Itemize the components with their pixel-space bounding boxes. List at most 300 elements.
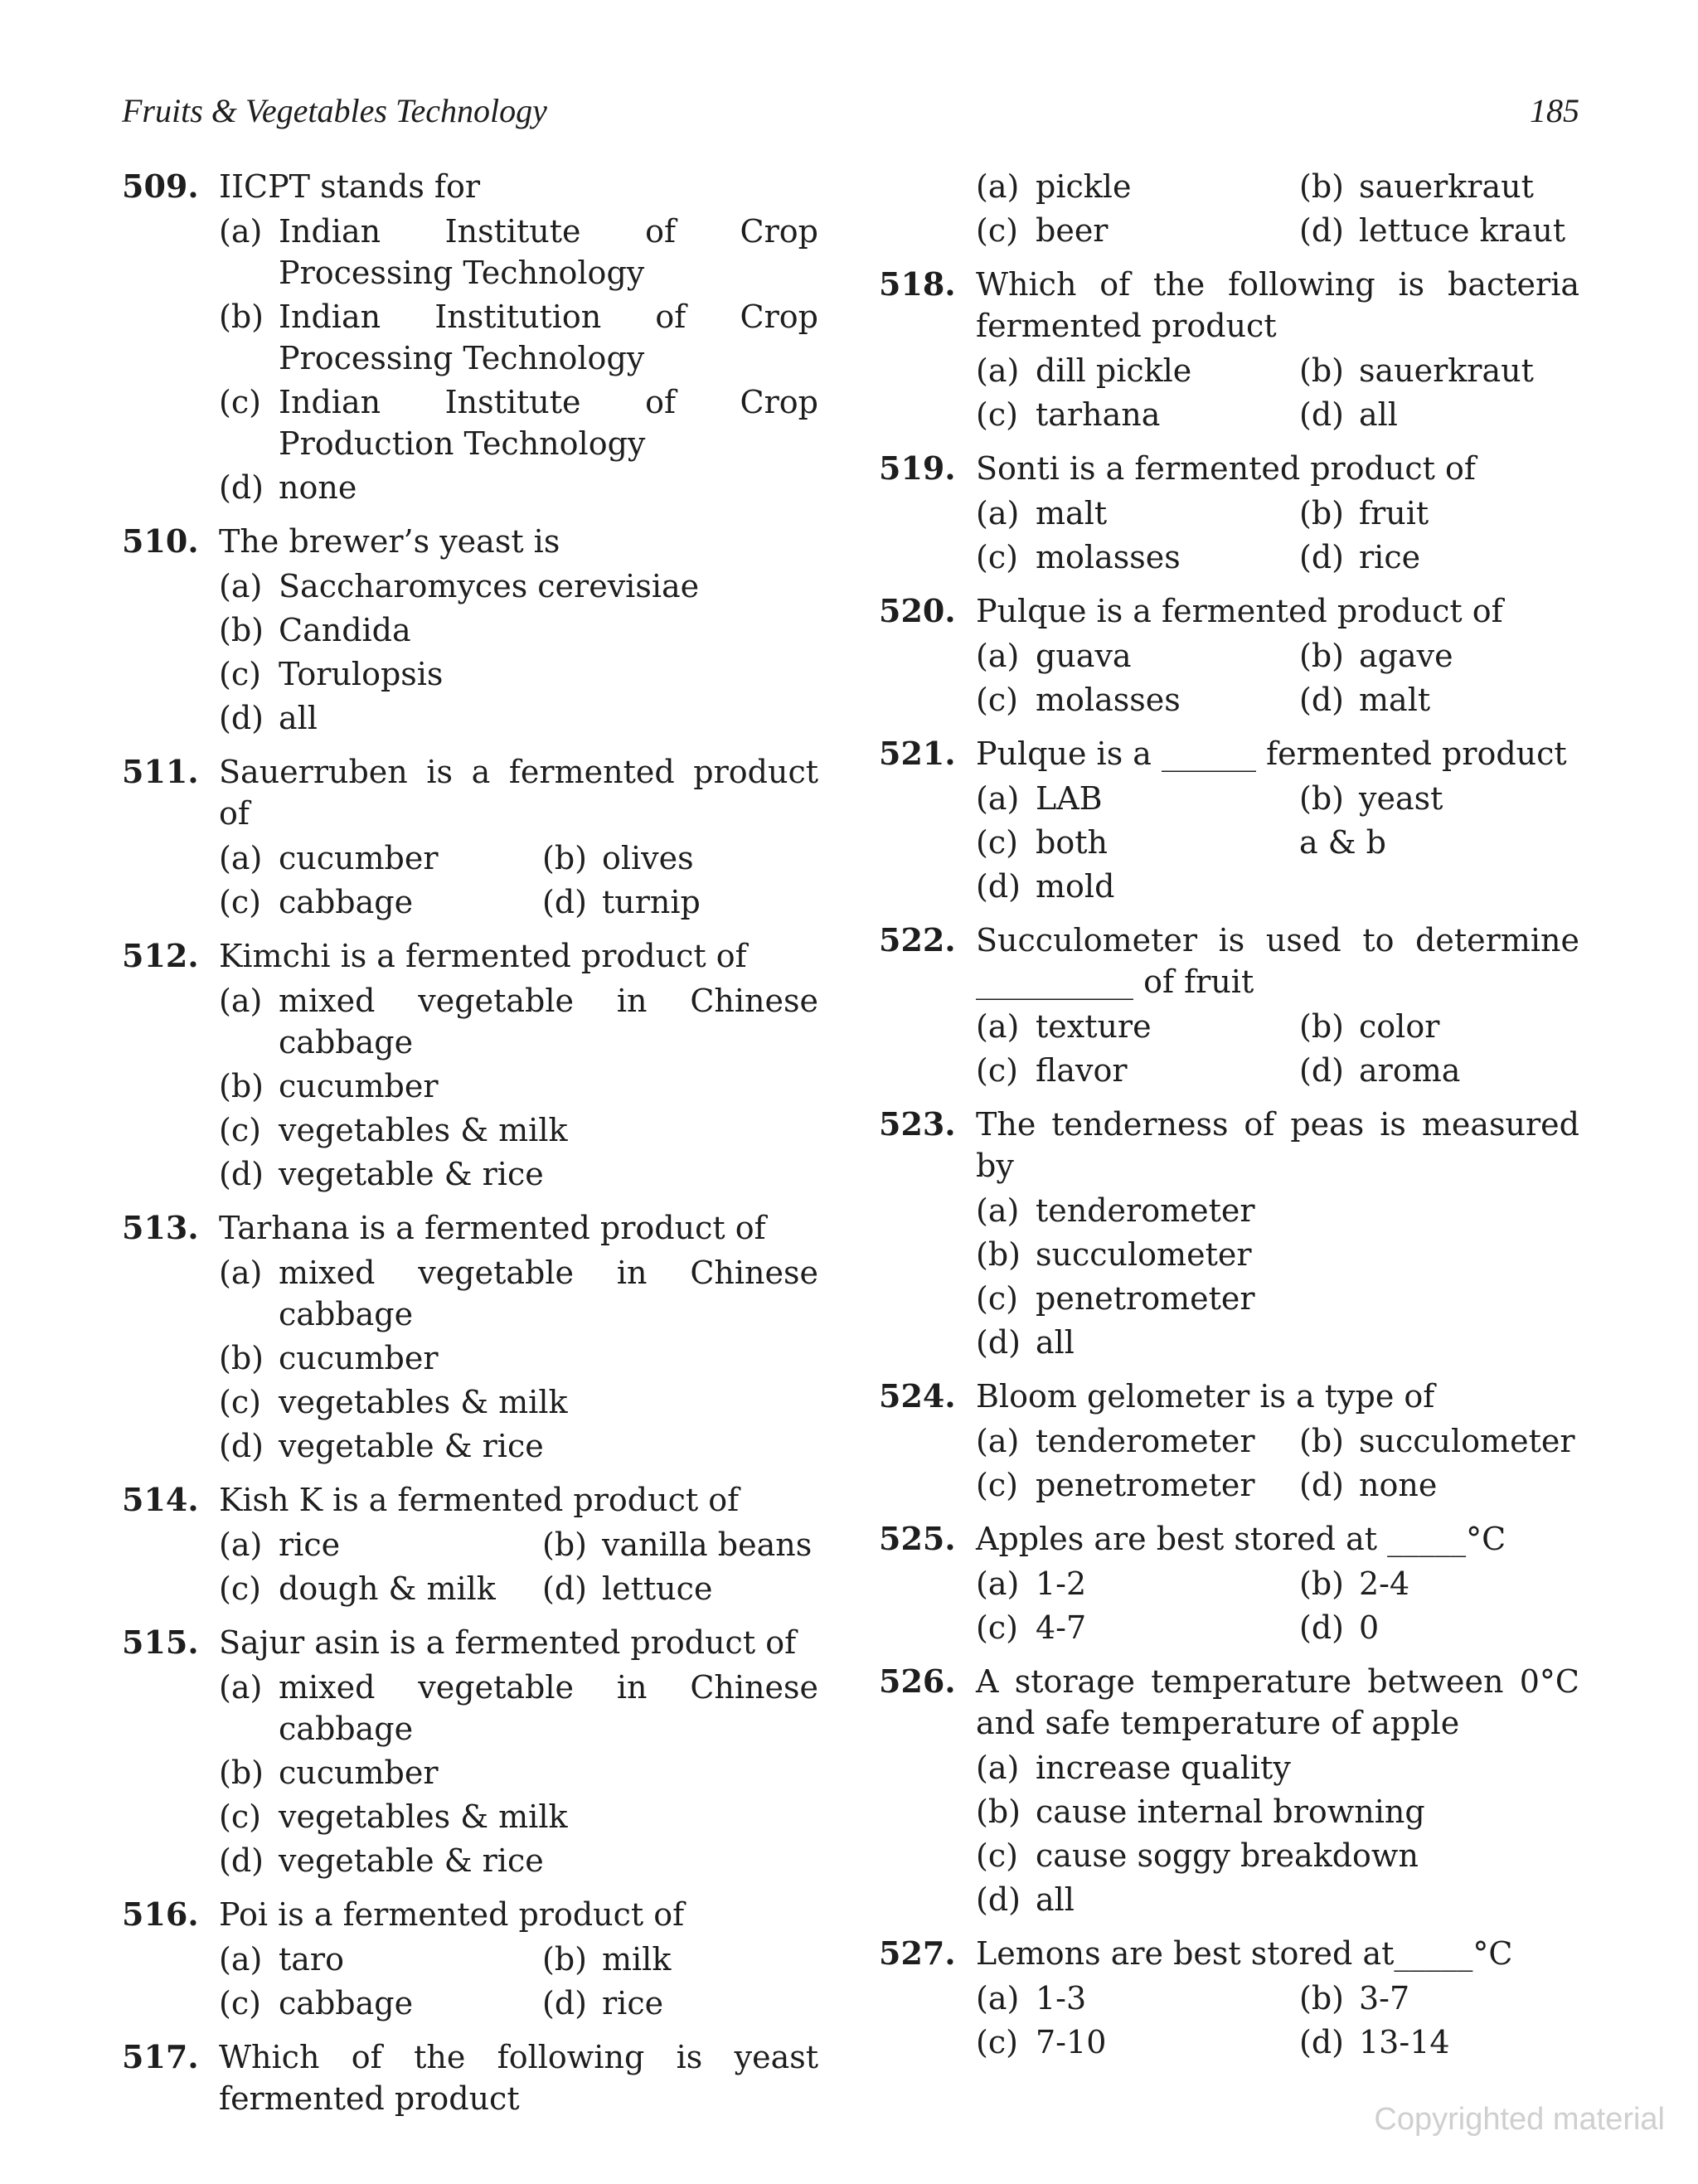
question-511 (122, 751, 829, 925)
option-text: turnip (602, 884, 701, 920)
option-text: vegetable & rice (279, 1156, 544, 1192)
question-continued (879, 166, 1579, 254)
option-text: beer (1036, 212, 1109, 249)
question-text: IICPT stands for (219, 168, 481, 205)
option-text: all (279, 700, 318, 736)
option-label: (a) (976, 1423, 1020, 1459)
option-label: (b) (219, 1754, 264, 1791)
option-text: vegetables & milk (279, 1798, 568, 1835)
question-text: Kish K is a fermented product of (219, 1482, 740, 1518)
option-text: cause soggy breakdown (1036, 1837, 1419, 1874)
option-text: lettuce (602, 1570, 713, 1607)
option-text: penetrometer (1036, 1467, 1255, 1503)
question-text: Sonti is a fermented product of (976, 450, 1476, 487)
option-item (976, 493, 1299, 534)
option-text: Saccharomyces cerevisiae (279, 568, 700, 604)
option-text: 1-3 (1036, 1980, 1087, 2017)
question-518 (879, 264, 1590, 438)
option-text: mold (1036, 868, 1115, 905)
option-item (1299, 1607, 1579, 1648)
option-label: (b) (1299, 495, 1344, 531)
option-label: (a) (976, 495, 1020, 531)
options-list (976, 350, 1579, 438)
option-item (1299, 210, 1579, 251)
option-label: (a) (976, 168, 1020, 205)
option-label: (c) (219, 1798, 261, 1835)
option-item (976, 1420, 1299, 1462)
option-label: (d) (542, 1985, 587, 2021)
option-item (219, 1568, 542, 1609)
option-item (219, 1425, 818, 1467)
option-item (1299, 2021, 1579, 2063)
question-512 (122, 935, 818, 1197)
option-text: vegetables & milk (279, 1112, 568, 1148)
options-list (976, 1978, 1579, 2065)
option-item (976, 1835, 1579, 1876)
option-text: Indian Institute of Crop Production Technology (279, 384, 818, 462)
option-label: (b) (542, 840, 587, 876)
option-item (976, 1563, 1299, 1604)
option-item (976, 1978, 1299, 2019)
option-item (976, 536, 1299, 578)
option-item (542, 881, 818, 923)
option-item (1299, 536, 1579, 578)
option-label: (b) (976, 1793, 1021, 1830)
option-text: 13-14 (1359, 2024, 1450, 2060)
question-514 (122, 1479, 818, 1612)
option-label: (b) (542, 1526, 587, 1563)
option-label: (c) (219, 1384, 261, 1420)
options-list (976, 1747, 1579, 1923)
left-column (122, 166, 829, 2129)
option-item (976, 822, 1299, 863)
question-text: Succulometer is used to determine __________ of fruit (976, 922, 1590, 1000)
option-label: (d) (219, 1842, 264, 1879)
option-item (219, 1840, 818, 1881)
option-item (1299, 1563, 1579, 1604)
option-text: tarhana (1036, 396, 1161, 433)
question-number: 524. (879, 1377, 956, 1415)
option-label: (c) (976, 1609, 1018, 1646)
options-list (976, 1420, 1579, 1508)
option-text: Candida (279, 612, 411, 648)
option-label: (a) (219, 1526, 263, 1563)
question-number: 526. (879, 1662, 956, 1700)
option-text: malt (1359, 682, 1431, 718)
option-text: mixed vegetable in Chinese cabbage (279, 983, 818, 1060)
options-list (219, 211, 818, 511)
option-text: cabbage (279, 884, 414, 920)
options-list (219, 1524, 818, 1612)
option-label: (d) (976, 1324, 1021, 1361)
option-label: (a) (219, 213, 263, 250)
option-item (219, 1065, 818, 1107)
option-label: (d) (1299, 1052, 1344, 1089)
options-list (976, 778, 1579, 910)
option-item (976, 1006, 1299, 1047)
option-label: (b) (219, 1340, 264, 1376)
option-text: both (1036, 824, 1108, 861)
option-label: (b) (219, 612, 264, 648)
question-text: Kimchi is a fermented product of (219, 938, 747, 974)
options-list (976, 493, 1579, 580)
question-523 (879, 1104, 1590, 1366)
option-item (976, 1050, 1299, 1091)
question-527 (879, 1933, 1579, 2065)
question-text: Which of the following is yeast fermented product (219, 2039, 829, 2117)
option-text: succulometer (1036, 1236, 1252, 1273)
option-label: (a) (219, 1669, 263, 1706)
option-item (1299, 822, 1579, 863)
option-label: (d) (219, 1428, 264, 1464)
option-label: (c) (219, 1985, 261, 2021)
option-item (219, 1752, 818, 1793)
question-text: The brewer’s yeast is (219, 523, 560, 560)
option-label: (c) (976, 1280, 1018, 1317)
option-label: (a) (219, 1941, 263, 1978)
option-label: (b) (1299, 168, 1344, 205)
option-text: Torulopsis (279, 656, 444, 692)
option-text: aroma (1359, 1052, 1461, 1089)
option-label: (a) (219, 840, 263, 876)
question-text: Apples are best stored at _____°C (976, 1521, 1506, 1557)
option-item (1299, 635, 1579, 677)
question-text: Lemons are best stored at_____°C (976, 1935, 1513, 1972)
question-number: 517. (122, 2038, 199, 2075)
option-item (1299, 350, 1579, 391)
option-label: (c) (976, 539, 1018, 575)
option-item (976, 1607, 1299, 1648)
option-text: 0 (1359, 1609, 1380, 1646)
option-item (219, 1153, 818, 1195)
option-item (219, 1796, 818, 1837)
option-item (219, 1337, 818, 1379)
option-text: agave (1359, 638, 1453, 674)
question-number: 518. (879, 265, 956, 303)
option-label: (a) (219, 568, 263, 604)
option-label: (b) (542, 1941, 587, 1978)
option-label: (a) (976, 352, 1020, 389)
question-number: 510. (122, 522, 199, 560)
options-list (976, 1190, 1579, 1366)
option-label: (d) (976, 1881, 1021, 1918)
option-item (219, 837, 542, 879)
option-label: (b) (1299, 1565, 1344, 1602)
option-label: (a) (219, 1255, 263, 1291)
question-number: 513. (122, 1209, 199, 1246)
option-text: sauerkraut (1359, 168, 1534, 205)
option-label: (b) (1299, 780, 1344, 817)
options-list (219, 980, 818, 1197)
option-label: (d) (976, 868, 1021, 905)
option-label: (b) (1299, 638, 1344, 674)
options-list (219, 1252, 818, 1469)
option-label: (c) (976, 396, 1018, 433)
option-item (1299, 493, 1579, 534)
option-item (976, 635, 1299, 677)
option-item (219, 697, 818, 739)
option-item (976, 166, 1299, 207)
option-label: (c) (219, 384, 261, 420)
option-label: (a) (219, 983, 263, 1019)
option-text: texture (1036, 1008, 1152, 1045)
option-item (976, 1747, 1579, 1788)
option-item (1299, 1420, 1579, 1462)
option-label: (d) (219, 1156, 264, 1192)
option-text: all (1036, 1324, 1075, 1361)
option-text: rice (602, 1985, 664, 2021)
option-label: (c) (976, 1467, 1018, 1503)
option-label: (d) (1299, 1609, 1344, 1646)
option-label: (c) (976, 682, 1018, 718)
options-list (219, 837, 818, 925)
question-text: Which of the following is bacteria fermented product (976, 266, 1590, 344)
option-label: (a) (976, 1565, 1020, 1602)
option-text: olives (602, 840, 694, 876)
question-526 (879, 1661, 1590, 1923)
option-item (542, 1524, 818, 1565)
option-item (219, 211, 818, 294)
option-text: guava (1036, 638, 1132, 674)
question-number: 522. (879, 921, 956, 959)
option-label: (d) (219, 469, 264, 506)
option-text: cucumber (279, 1068, 439, 1104)
options-list (976, 166, 1579, 254)
question-number: 511. (122, 753, 199, 790)
option-text: tenderometer (1036, 1423, 1255, 1459)
option-item (219, 609, 818, 651)
option-text: cucumber (279, 1340, 439, 1376)
option-label: (c) (976, 1052, 1018, 1089)
option-text: flavor (1036, 1052, 1128, 1089)
option-text: mixed vegetable in Chinese cabbage (279, 1255, 818, 1332)
option-item (1299, 1050, 1579, 1091)
option-label: (d) (1299, 396, 1344, 433)
question-number: 514. (122, 1481, 199, 1518)
question-517 (122, 2036, 829, 2119)
question-text: Tarhana is a fermented product of (219, 1210, 766, 1246)
options-list (976, 635, 1579, 723)
option-item (976, 679, 1299, 721)
question-509 (122, 166, 818, 511)
option-text: vegetable & rice (279, 1842, 544, 1879)
question-number: 516. (122, 1895, 199, 1933)
option-label: (c) (219, 1570, 261, 1607)
question-number: 509. (122, 167, 199, 205)
question-text: Poi is a fermented product of (219, 1896, 685, 1933)
option-text: dill pickle (1036, 352, 1192, 389)
question-text: Sauerruben is a fermented product of (219, 754, 829, 832)
option-label: (c) (219, 1112, 261, 1148)
question-522 (879, 920, 1590, 1094)
question-text: Pulque is a fermented product of (976, 593, 1503, 629)
option-text: Indian Institute of Crop Processing Technology (279, 213, 818, 291)
option-item (1299, 166, 1579, 207)
option-label: (c) (976, 212, 1018, 249)
option-text: cucumber (279, 1754, 439, 1791)
question-text: The tenderness of peas is measured by (976, 1106, 1590, 1184)
question-number: 519. (879, 449, 956, 487)
options-list (976, 1563, 1579, 1651)
option-label: (d) (1299, 539, 1344, 575)
question-513 (122, 1207, 818, 1469)
option-label: (c) (219, 656, 261, 692)
option-label: (d) (1299, 682, 1344, 718)
question-519 (879, 448, 1579, 580)
option-label: (c) (976, 824, 1018, 861)
option-label: (b) (1299, 1008, 1344, 1045)
option-label: (d) (219, 700, 264, 736)
question-number: 527. (879, 1934, 956, 1972)
option-item (1299, 679, 1579, 721)
option-item (219, 980, 818, 1063)
option-text: yeast (1359, 780, 1443, 817)
options-list (219, 1667, 818, 1884)
option-text: all (1359, 396, 1398, 433)
option-text: rice (1359, 539, 1421, 575)
option-text: tenderometer (1036, 1192, 1255, 1229)
option-item (219, 1252, 818, 1335)
option-label: (c) (219, 884, 261, 920)
option-label: (d) (1299, 2024, 1344, 2060)
option-label: (b) (219, 1068, 264, 1104)
option-text: sauerkraut (1359, 352, 1534, 389)
right-column (879, 166, 1590, 2075)
option-text: milk (602, 1941, 672, 1978)
question-number: 525. (879, 1520, 956, 1557)
option-item (542, 1939, 818, 1980)
option-text: lettuce kraut (1359, 212, 1566, 249)
option-label: (a) (976, 1008, 1020, 1045)
option-item (976, 1234, 1579, 1275)
option-item (542, 1983, 818, 2024)
option-item (219, 1667, 818, 1750)
options-list (219, 565, 818, 741)
option-text: cucumber (279, 840, 439, 876)
option-label: (a) (976, 1192, 1020, 1229)
option-text: 3-7 (1359, 1980, 1410, 2017)
option-text: increase quality (1036, 1750, 1291, 1786)
option-item (1299, 1978, 1579, 2019)
option-item (976, 778, 1299, 819)
options-list (219, 1939, 818, 2026)
option-text: none (279, 469, 357, 506)
option-item (1299, 394, 1579, 435)
option-label: (b) (1299, 1423, 1344, 1459)
option-label: (c) (976, 2024, 1018, 2060)
option-text: 1-2 (1036, 1565, 1087, 1602)
question-520 (879, 590, 1579, 723)
question-number: 515. (122, 1623, 199, 1661)
option-item (219, 1939, 542, 1980)
option-text: mixed vegetable in Chinese cabbage (279, 1669, 818, 1747)
option-item (1299, 1464, 1579, 1506)
option-text: cabbage (279, 1985, 414, 2021)
option-text: a & b (1299, 824, 1386, 861)
option-text: 2-4 (1359, 1565, 1410, 1602)
option-item (219, 1524, 542, 1565)
option-text: none (1359, 1467, 1438, 1503)
question-text: A storage temperature between 0°C and safe temperature of apple (976, 1663, 1590, 1741)
option-text: vanilla beans (602, 1526, 813, 1563)
option-label: (b) (976, 1236, 1021, 1273)
options-list (976, 1006, 1579, 1094)
option-item (1299, 1006, 1579, 1047)
option-text: 4-7 (1036, 1609, 1087, 1646)
option-text: fruit (1359, 495, 1429, 531)
option-item (219, 1983, 542, 2024)
option-text: vegetable & rice (279, 1428, 544, 1464)
option-label: (d) (1299, 1467, 1344, 1503)
question-number: 523. (879, 1105, 956, 1143)
option-text: rice (279, 1526, 341, 1563)
watermark: Copyrighted material (1374, 2102, 1665, 2137)
option-text: pickle (1036, 168, 1132, 205)
option-item (976, 1322, 1579, 1363)
question-510 (122, 521, 818, 741)
option-item (976, 1278, 1579, 1319)
option-item (542, 1568, 818, 1609)
option-label: (d) (542, 884, 587, 920)
option-label: (b) (1299, 1980, 1344, 2017)
question-524 (879, 1376, 1579, 1508)
page-number: 185 (1530, 92, 1579, 129)
option-text: all (1036, 1881, 1075, 1918)
question-525 (879, 1518, 1579, 1651)
option-label: (d) (1299, 212, 1344, 249)
option-item (976, 866, 1579, 907)
option-text: molasses (1036, 682, 1181, 718)
option-label: (d) (542, 1570, 587, 1607)
option-text: molasses (1036, 539, 1181, 575)
option-item (219, 881, 542, 923)
option-item (219, 296, 818, 379)
question-number: 521. (879, 735, 956, 772)
option-item (219, 653, 818, 695)
option-text: dough & milk (279, 1570, 496, 1607)
question-text: Sajur asin is a fermented product of (219, 1624, 797, 1661)
option-label: (b) (1299, 352, 1344, 389)
option-label: (c) (976, 1837, 1018, 1874)
option-item (219, 1109, 818, 1151)
option-text: malt (1036, 495, 1108, 531)
option-item (219, 565, 818, 607)
option-item (976, 1879, 1579, 1920)
option-item (219, 467, 818, 508)
option-item (542, 837, 818, 879)
option-item (976, 1464, 1299, 1506)
option-item (976, 1791, 1579, 1832)
option-text: Indian Institution of Crop Processing Technology (279, 298, 818, 376)
option-item (976, 350, 1299, 391)
question-text: Pulque is a ______ fermented product (976, 735, 1567, 772)
option-item (1299, 778, 1579, 819)
option-text: cause internal browning (1036, 1793, 1425, 1830)
question-515 (122, 1622, 818, 1884)
option-label: (a) (976, 1750, 1020, 1786)
option-item (976, 2021, 1299, 2063)
option-text: taro (279, 1941, 344, 1978)
option-text: vegetables & milk (279, 1384, 568, 1420)
option-label: (a) (976, 1980, 1020, 2017)
option-text: LAB (1036, 780, 1103, 817)
option-label: (a) (976, 780, 1020, 817)
question-text: Bloom gelometer is a type of (976, 1378, 1435, 1415)
option-label: (a) (976, 638, 1020, 674)
option-label: (b) (219, 298, 264, 335)
option-text: 7-10 (1036, 2024, 1107, 2060)
question-521 (879, 733, 1579, 910)
